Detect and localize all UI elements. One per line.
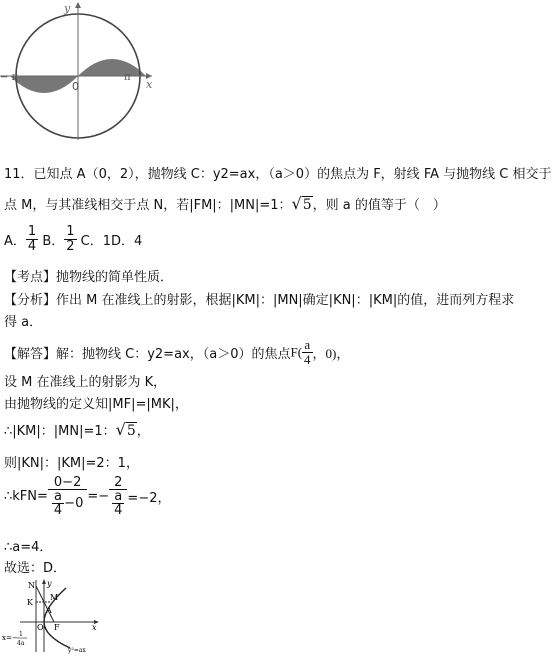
figure-top (0, 0, 160, 140)
kfn-fraction-1: 0−2 $\frac{a}{4}$ −0 (48, 476, 87, 517)
jieda-line-1 (4, 338, 349, 367)
label-x: x (92, 623, 97, 632)
parabola-diagram (0, 578, 100, 654)
jieda-line-4-prefix: ∴|KM|：|MN|=1： (4, 424, 116, 439)
label-N: N (28, 581, 35, 590)
kfn-suffix: =−2， (127, 491, 171, 506)
kfn-inner-fraction-1: $\frac{a}{4}$ (53, 489, 63, 518)
jieda-line-8: 故选：D． (4, 561, 67, 576)
label-F: F (54, 623, 60, 632)
parabola-label: y²=ax (68, 647, 86, 654)
problem-line-2-suffix: ，则 a 的值等于（ ） (312, 198, 446, 213)
jieda-line-5: 则|KN|：|KM|=2：1， (4, 456, 139, 471)
jieda-line-1-suffix: ， (336, 347, 350, 362)
directrix-label: x=− (2, 634, 18, 642)
jieda-line-4-suffix: ， (136, 424, 150, 439)
label-O: O (37, 623, 44, 632)
answer-options (4, 225, 142, 254)
label-M: M (50, 593, 59, 602)
sqrt-five: √5 (291, 194, 312, 213)
fenxi-line-2: 得 a． (4, 315, 43, 330)
axis-x-label: x (146, 78, 153, 91)
sqrt-five-2: √5 (115, 420, 136, 439)
problem-line-2-prefix: 点 M，与其准线相交于点 N，若|FM|：|MN|=1： (4, 198, 292, 213)
directrix-den: 4a (17, 640, 25, 647)
kaodian: 【考点】抛物线的简单性质． (4, 270, 174, 285)
origin-label: 0 (72, 80, 79, 93)
jieda-line-4 (4, 420, 150, 439)
fenxi-line-1: 【分析】作出 M 在准线上的射影，根据|KM|：|MN|确定|KN|：|KM|的值，进而列方程求 (4, 293, 515, 308)
pos-pi-label: π (124, 72, 131, 83)
jieda-line-3: 由抛物线的定义知|MF|=|MK|， (4, 397, 188, 412)
slope-expression (4, 476, 170, 517)
option-b-label: B． (42, 234, 65, 249)
jieda-line-1-prefix: 【解答】解：抛物线 C：y2=ax，（a＞0）的焦点 (4, 347, 291, 362)
jieda-line-2: 设 M 在准线上的射影为 K， (4, 375, 167, 390)
kfn-inner-fraction-2: $\frac{a}{4}$ (114, 489, 123, 518)
option-a-fraction: $\frac{1}{4}$ (27, 224, 37, 254)
directrix-num: 1 (19, 631, 23, 638)
jieda-line-7: ∴a=4． (4, 540, 53, 555)
neg-pi-label: − π (0, 72, 19, 83)
focus-F: F( (290, 344, 303, 360)
label-K: K (27, 598, 33, 607)
kfn-prefix: ∴kFN= (4, 489, 48, 504)
kfn-mid: =− (87, 489, 110, 504)
problem-line-1: 11．已知点 A（0，2），抛物线 C：y2=ax，（a＞0）的焦点为 F，射线 FA 与抛物线 C 相交于 (4, 167, 552, 182)
label-A: A (46, 606, 52, 615)
kfn-fraction-2: $\frac{2}{\frac{a}{4}}$ (109, 476, 127, 517)
axis-y-label: y (64, 2, 71, 15)
focus-tail: ，0) (312, 346, 337, 361)
figure-bottom (0, 578, 100, 654)
problem-line-2 (4, 194, 446, 213)
focus-fraction: $\frac{a}{4}$ (304, 337, 311, 367)
label-y: y (47, 579, 52, 588)
option-b-fraction: $\frac{1}{2}$ (66, 224, 75, 254)
option-cd: C．1D．4 (80, 234, 143, 249)
option-a-label: A． (4, 234, 26, 249)
sine-circle-diagram (0, 0, 160, 140)
